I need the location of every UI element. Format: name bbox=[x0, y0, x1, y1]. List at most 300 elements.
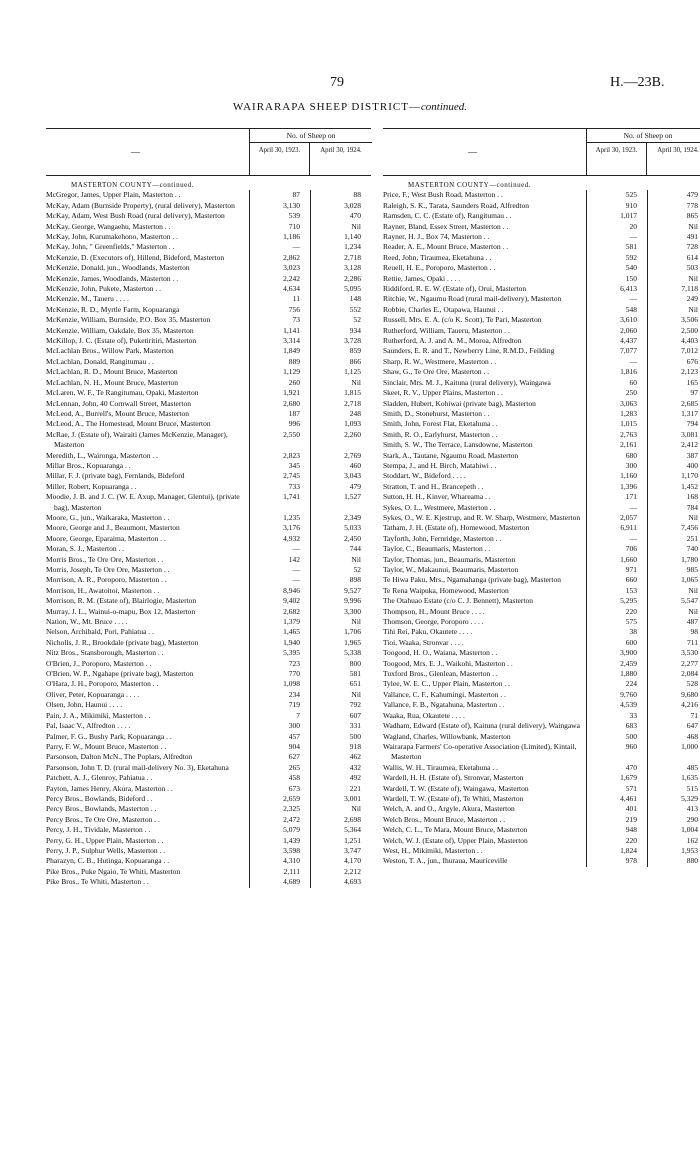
sheep-1923: 220 bbox=[625, 835, 637, 845]
sheep-1924: 2,698 bbox=[344, 814, 361, 824]
table-row bbox=[46, 409, 371, 419]
sheep-1924: 165 bbox=[686, 377, 698, 387]
owner-name: Nitz Bros., Stansborough, Masterton . . bbox=[46, 648, 164, 658]
sheep-1924: 1,125 bbox=[344, 367, 361, 377]
table-row bbox=[46, 242, 371, 252]
table-row bbox=[46, 482, 371, 492]
sheep-1924: Nil bbox=[351, 554, 361, 564]
sheep-1924: 607 bbox=[349, 710, 361, 720]
owner-name: Reuell, H. E., Poroporo, Masterton . . bbox=[383, 263, 496, 273]
table-row bbox=[46, 555, 371, 565]
owner-name: McKillop, J. C. (Estate of), Puketiritiri, Masterton bbox=[46, 336, 197, 346]
sheep-1923: — bbox=[629, 356, 637, 366]
table-row bbox=[46, 607, 371, 617]
table-row bbox=[383, 409, 700, 419]
table-row bbox=[46, 565, 371, 575]
sheep-1924: 1,251 bbox=[344, 835, 361, 845]
table-row bbox=[383, 388, 700, 398]
sheep-1924: 3,001 bbox=[344, 793, 361, 803]
sheep-1924: 9,680 bbox=[681, 689, 698, 699]
table-row bbox=[383, 596, 700, 606]
owner-name: Parry, F. W., Mount Bruce, Masterton . . bbox=[46, 741, 167, 751]
owner-name: Oliver, Peter, Kopuaranga . . . . bbox=[46, 689, 140, 699]
table-row bbox=[46, 222, 371, 232]
sheep-1924: 792 bbox=[349, 700, 361, 710]
table-row bbox=[46, 784, 371, 794]
owner-name: Wardell, T. W. (Estate of), Waingawa, Masterton bbox=[383, 783, 529, 793]
sheep-1924: 1,953 bbox=[681, 845, 698, 855]
sheep-1924: 2,084 bbox=[681, 669, 698, 679]
sheep-1924: 52 bbox=[353, 315, 361, 325]
owner-name: Moodie, J. B. and J. C. (W. E. Axup, Manager, Glentui), (private bag), Masterton bbox=[46, 492, 240, 512]
sheep-1924: 5,033 bbox=[344, 523, 361, 533]
owner-name: McLaren, W. F., Te Rangitumau, Opaki, Masterton bbox=[46, 388, 199, 398]
owner-name: Millar Bros., Kopuaranga . . bbox=[46, 460, 131, 470]
table-row bbox=[46, 513, 371, 523]
owner-name: McKenzie, James, Woodlands, Masterton . . bbox=[46, 273, 179, 283]
table-row bbox=[383, 856, 700, 866]
sheep-1924: 800 bbox=[349, 658, 361, 668]
sheep-1923: 457 bbox=[288, 731, 300, 741]
sheep-1924: 503 bbox=[686, 263, 698, 273]
sheep-1923: 1,439 bbox=[283, 835, 300, 845]
table-row bbox=[383, 513, 700, 523]
sheep-1924: 3,530 bbox=[681, 648, 698, 658]
table-row bbox=[383, 305, 700, 315]
sheep-1924: 2,450 bbox=[344, 533, 361, 543]
sheep-1923: — bbox=[292, 565, 300, 575]
owner-name: McLeod, A., Burrell's, Mount Bruce, Masterton bbox=[46, 408, 189, 418]
sheep-1923: — bbox=[629, 502, 637, 512]
owner-name: Toogood, Mrs. E. J., Waikohi, Masterton . . bbox=[383, 658, 513, 668]
owner-name: McLachlan, N. H., Mount Bruce, Masterton bbox=[46, 377, 179, 387]
sheep-1924: 1,452 bbox=[681, 481, 698, 491]
sheep-1923: 150 bbox=[625, 273, 637, 283]
table-row bbox=[383, 669, 700, 679]
table-row bbox=[383, 711, 700, 721]
right-table bbox=[383, 128, 700, 867]
table-row bbox=[383, 482, 700, 492]
owner-name: McKenzie, R. D., Myrtle Farm, Kopuaranga bbox=[46, 304, 180, 314]
sheep-1923: 4,461 bbox=[620, 793, 637, 803]
owner-name: Smith, D., Stonehurst, Masterton . . bbox=[383, 408, 490, 418]
table-row bbox=[46, 732, 371, 742]
sheep-1923: 2,682 bbox=[283, 606, 300, 616]
header-group-label: No. of Sheep on bbox=[587, 129, 700, 143]
sheep-1923: 2,325 bbox=[283, 804, 300, 814]
sheep-1924: 248 bbox=[349, 408, 361, 418]
sheep-1924: 1,170 bbox=[681, 471, 698, 481]
owner-name: Pain, J. A., Mikimiki, Masterton . . bbox=[46, 710, 151, 720]
table-row bbox=[383, 336, 700, 346]
sheep-1924: 1,065 bbox=[681, 575, 698, 585]
sheep-1923: 3,130 bbox=[283, 200, 300, 210]
table-row bbox=[46, 190, 371, 200]
sheep-1923: 20 bbox=[629, 221, 637, 231]
sheep-1924: 491 bbox=[686, 232, 698, 242]
owner-name: O'Hara, J. H., Poroporo, Masterton . . bbox=[46, 679, 159, 689]
left-table bbox=[46, 128, 371, 888]
table-row bbox=[46, 856, 371, 866]
sheep-1924: 400 bbox=[686, 460, 698, 470]
owner-name: Pike Bros., Te Whiti, Masterton . . bbox=[46, 877, 149, 887]
section-heading: MASTERTON COUNTY—continued. bbox=[408, 181, 532, 189]
owner-name: McKenzie, Donald, jun., Woodlands, Masterton bbox=[46, 263, 190, 273]
owner-name: Waaka, Rua, Okautete . . . . bbox=[383, 710, 465, 720]
sheep-1923: 540 bbox=[625, 263, 637, 273]
owner-name: Tayforth, John, Fernridge, Masterton . . bbox=[383, 533, 502, 543]
sheep-1923: 3,023 bbox=[283, 263, 300, 273]
sheep-1923: 1,660 bbox=[620, 554, 637, 564]
right-rows bbox=[383, 190, 700, 866]
owner-name: West, H., Mikimiki, Masterton . . bbox=[383, 845, 483, 855]
owner-name: Parsonson, John T. D. (rural mail-delivery No. 3), Eketahuna bbox=[46, 762, 229, 772]
table-row bbox=[383, 284, 700, 294]
table-row bbox=[46, 399, 371, 409]
sheep-1924: 4,216 bbox=[681, 700, 698, 710]
owner-name: Price, F., West Bush Road, Masterton . . bbox=[383, 190, 503, 200]
sheep-1923: 153 bbox=[625, 585, 637, 595]
table-row bbox=[383, 451, 700, 461]
owner-name: Pike Bros., Puke Ngaio, Te Whiti, Masterton bbox=[46, 866, 181, 876]
owner-name: Palmer, F. G., Bushy Park, Kopuaranga . . bbox=[46, 731, 172, 741]
left-rows bbox=[46, 190, 371, 887]
sheep-1923: 2,057 bbox=[620, 512, 637, 522]
sheep-1923: 3,900 bbox=[620, 648, 637, 658]
owner-name: Wallis, W. H., Tiraumea, Eketahuna . . bbox=[383, 762, 499, 772]
sheep-1923: 5,079 bbox=[283, 825, 300, 835]
sheep-1923: 1,465 bbox=[283, 627, 300, 637]
owner-name: Rutherford, William, Taueru, Masterton . . bbox=[383, 325, 510, 335]
page-number: 79 bbox=[330, 75, 344, 90]
table-row bbox=[46, 211, 371, 221]
sheep-1923: 38 bbox=[629, 627, 637, 637]
owner-name: Meredith, L., Waironga, Masterton . . bbox=[46, 450, 158, 460]
sheep-1923: 889 bbox=[288, 356, 300, 366]
owner-name: Moore, George and J., Beaumont, Masterton bbox=[46, 523, 180, 533]
sheep-1923: 3,610 bbox=[620, 315, 637, 325]
owner-name: Sharp, R. W., Westmere, Masterton . . bbox=[383, 356, 497, 366]
table-row bbox=[46, 773, 371, 783]
owner-name: Ritchie, W., Ngaumu Road (rural mail-delivery), Masterton bbox=[383, 294, 562, 304]
title-main: WAIRARAPA SHEEP DISTRICT— bbox=[232, 101, 421, 113]
sheep-1923: 706 bbox=[625, 544, 637, 554]
sheep-1924: 1,234 bbox=[344, 242, 361, 252]
table-row bbox=[46, 232, 371, 242]
sheep-1924: 97 bbox=[690, 388, 698, 398]
sheep-1924: 1,004 bbox=[681, 825, 698, 835]
sheep-1923: 2,459 bbox=[620, 658, 637, 668]
owner-name: O'Brien, J., Poroporo, Masterton . . bbox=[46, 658, 152, 668]
header-group bbox=[249, 129, 372, 175]
owner-name: McKay, Adam (Burnside Property), (rural delivery), Masterton bbox=[46, 200, 235, 210]
table-row bbox=[46, 596, 371, 606]
sheep-1924: 3,043 bbox=[344, 471, 361, 481]
table-row bbox=[383, 690, 700, 700]
table-row bbox=[46, 336, 371, 346]
owner-name: O'Brien, W. P., Ngahape (private bag), Masterton bbox=[46, 669, 194, 679]
owner-name: Murray, J. L., Wainui-o-mapu, Box 12, Masterton bbox=[46, 606, 196, 616]
table-row bbox=[383, 534, 700, 544]
sheep-1924: 460 bbox=[349, 460, 361, 470]
owner-name: Perry, G. H., Upper Plain, Masterton . . bbox=[46, 835, 164, 845]
table-row bbox=[383, 357, 700, 367]
sheep-1924: 3,128 bbox=[344, 263, 361, 273]
sheep-1924: 2,718 bbox=[344, 252, 361, 262]
table-row bbox=[383, 804, 700, 814]
sheep-1924: 740 bbox=[686, 544, 698, 554]
sheep-1923: 300 bbox=[288, 721, 300, 731]
table-row bbox=[46, 825, 371, 835]
sheep-1923: 680 bbox=[625, 450, 637, 460]
table-row bbox=[383, 617, 700, 627]
owner-name: McKenzie, D. (Executors of), Hillend, Bideford, Masterton bbox=[46, 252, 225, 262]
owner-name: Pharazyn, C. B., Hutinga, Kopuaranga . . bbox=[46, 856, 170, 866]
sheep-1923: 345 bbox=[288, 460, 300, 470]
sheep-1923: 571 bbox=[625, 783, 637, 793]
sheep-1924: 52 bbox=[353, 565, 361, 575]
table-row bbox=[46, 763, 371, 773]
sheep-1923: 1,849 bbox=[283, 346, 300, 356]
owner-name: Wadham, Edward (Estate of), Kaituna (rural delivery), Waingawa bbox=[383, 721, 580, 731]
sheep-1924: 3,081 bbox=[681, 429, 698, 439]
table-row bbox=[383, 471, 700, 481]
owner-name: McGregor, James, Upper Plain, Masterton . . bbox=[46, 190, 181, 200]
owner-name: Taylor, W., Makaunui, Beaumaris, Masterton bbox=[383, 565, 519, 575]
sheep-1923: 1,880 bbox=[620, 669, 637, 679]
table-row bbox=[46, 419, 371, 429]
title-continued: continued. bbox=[420, 101, 468, 113]
sheep-1924: Nil bbox=[351, 221, 361, 231]
table-row bbox=[46, 752, 371, 762]
owner-name: Moran, S. J., Masterton . . bbox=[46, 544, 125, 554]
sheep-1924: Nil bbox=[688, 221, 698, 231]
owner-name: Weston, T. A., jun., Ihuraua, Mauriceville bbox=[383, 856, 508, 866]
sheep-1923: — bbox=[629, 232, 637, 242]
owner-name: McKenzie, M., Taueru . . . . bbox=[46, 294, 129, 304]
sheep-1923: 1,186 bbox=[283, 232, 300, 242]
owner-name: Smith, R. O., Earlyhurst, Masterton . . bbox=[383, 429, 498, 439]
sheep-1923: 87 bbox=[292, 190, 300, 200]
sheep-1924: 552 bbox=[349, 304, 361, 314]
table-row bbox=[46, 700, 371, 710]
table-row bbox=[46, 679, 371, 689]
table-row bbox=[46, 742, 371, 752]
table-row bbox=[46, 201, 371, 211]
sheep-1923: 3,598 bbox=[283, 845, 300, 855]
table-row bbox=[383, 627, 700, 637]
table-row bbox=[46, 804, 371, 814]
sheep-1924: 479 bbox=[349, 481, 361, 491]
sheep-1923: 4,932 bbox=[283, 533, 300, 543]
table-row bbox=[46, 284, 371, 294]
sheep-1924: 934 bbox=[349, 325, 361, 335]
owner-name: Nicholls, J. R., Brookdale (private bag), Masterton bbox=[46, 637, 199, 647]
sheep-1924: 5,338 bbox=[344, 648, 361, 658]
sheep-1924: 711 bbox=[687, 637, 698, 647]
sheep-1924: Nil bbox=[688, 304, 698, 314]
sheep-1923: 1,816 bbox=[620, 367, 637, 377]
sheep-1924: 4,170 bbox=[344, 856, 361, 866]
owner-name: Stempa, J., and H. Birch, Matahiwi . . bbox=[383, 460, 497, 470]
table-row bbox=[383, 315, 700, 325]
sheep-1923: 260 bbox=[288, 377, 300, 387]
sheep-1924: 479 bbox=[686, 190, 698, 200]
sheep-1923: — bbox=[629, 533, 637, 543]
sheep-1923: 2,823 bbox=[283, 450, 300, 460]
owner-name: Rutherford, A. J. and A. M., Moroa, Alfredton bbox=[383, 336, 522, 346]
owner-name: Percy Bros., Bowlands, Bideford . . bbox=[46, 793, 153, 803]
sheep-1923: 2,763 bbox=[620, 429, 637, 439]
owner-name: McKay, John, " Greenfields," Masterton . . bbox=[46, 242, 175, 252]
sheep-1924: Nil bbox=[688, 512, 698, 522]
sheep-1924: 1,093 bbox=[344, 419, 361, 429]
sheep-1924: 2,718 bbox=[344, 398, 361, 408]
sheep-1923: 723 bbox=[288, 658, 300, 668]
sheep-1923: 73 bbox=[292, 315, 300, 325]
table-row bbox=[383, 461, 700, 471]
sheep-1923: 1,141 bbox=[283, 325, 300, 335]
sheep-1923: 2,745 bbox=[283, 471, 300, 481]
table-row bbox=[383, 274, 700, 284]
owner-name: Wardell, T. W. (Estate of), Te Whiti, Masterton bbox=[383, 793, 524, 803]
owner-name: McRae, J. (Estate of), Wairaiti (James McKenzie, Manager), Masterton bbox=[46, 429, 228, 450]
sheep-1924: 7,118 bbox=[681, 284, 698, 294]
owner-name: Perry, J. P., Sulphur Wells, Masterton . . bbox=[46, 845, 166, 855]
owner-name: Sykes, O., W. E. Kjestrup, and R. W. Sharp, Westmere, Masterton bbox=[383, 512, 581, 522]
sheep-1924: 413 bbox=[686, 804, 698, 814]
sheep-1923: 224 bbox=[625, 679, 637, 689]
owner-name: Thompson, H., Mount Bruce . . . . bbox=[383, 606, 485, 616]
table-row bbox=[46, 721, 371, 731]
sheep-1923: 904 bbox=[288, 741, 300, 751]
table-row bbox=[46, 659, 371, 669]
sheep-1924: 1,527 bbox=[344, 492, 361, 502]
sheep-1923: 2,680 bbox=[283, 398, 300, 408]
header-year-1924: April 30, 1924. bbox=[657, 147, 699, 154]
sheep-1923: 3,314 bbox=[283, 336, 300, 346]
table-row bbox=[46, 877, 371, 887]
sheep-1923: 250 bbox=[625, 388, 637, 398]
owner-name: Rayner, H. J., Box 74, Masterton . . bbox=[383, 232, 490, 242]
sheep-1923: 500 bbox=[625, 731, 637, 741]
sheep-1924: 221 bbox=[349, 783, 361, 793]
owner-name: Tuxford Bros., Glenlean, Masterton . . bbox=[383, 669, 498, 679]
owner-name: Raleigh, S. K., Tarata, Saunders Road, Alfredton bbox=[383, 200, 529, 210]
sheep-1923: 4,437 bbox=[620, 336, 637, 346]
sheep-1924: Nil bbox=[688, 606, 698, 616]
sheep-1923: 234 bbox=[288, 689, 300, 699]
owner-name: Smith, John, Forest Flat, Eketahuna . . bbox=[383, 419, 498, 429]
sheep-1923: 548 bbox=[625, 304, 637, 314]
sheep-1923: 220 bbox=[625, 606, 637, 616]
sheep-1924: 2,500 bbox=[681, 325, 698, 335]
table-row bbox=[46, 648, 371, 658]
owner-name: Stark, A., Tautane, Ngaumu Road, Masterton bbox=[383, 450, 519, 460]
sheep-1924: 1,706 bbox=[344, 627, 361, 637]
owner-name: Skeet, R. V., Upper Plains, Masterton . . bbox=[383, 388, 503, 398]
sheep-1924: 500 bbox=[349, 731, 361, 741]
header-year-1923: April 30, 1923. bbox=[250, 143, 310, 175]
sheep-1924: 728 bbox=[686, 242, 698, 252]
sheep-1924: 168 bbox=[686, 492, 698, 502]
sheep-1924: Nil bbox=[351, 377, 361, 387]
owner-name: Stratton, T. and H., Brancepeth . . bbox=[383, 481, 484, 491]
owner-name: Rayner, Bland, Essex Street, Masterton . . bbox=[383, 221, 509, 231]
sheep-1924: 1,000 bbox=[681, 741, 698, 751]
sheep-1924: 651 bbox=[349, 679, 361, 689]
sheep-1923: 5,395 bbox=[283, 648, 300, 658]
table-row bbox=[383, 399, 700, 409]
sheep-1924: 470 bbox=[349, 211, 361, 221]
owner-name: Sutton, H. H., Kinver, Whareama . . bbox=[383, 492, 491, 502]
owner-name: Te Hiwa Paku, Mrs., Ngamahanga (private bag), Masterton bbox=[383, 575, 561, 585]
sheep-1924: Nil bbox=[351, 804, 361, 814]
sheep-1923: 2,550 bbox=[283, 429, 300, 439]
sheep-1924: 5,095 bbox=[344, 284, 361, 294]
sheep-1924: 5,329 bbox=[681, 793, 698, 803]
sheep-1923: 2,472 bbox=[283, 814, 300, 824]
table-row bbox=[46, 471, 371, 481]
table-row bbox=[383, 679, 700, 689]
sheep-1924: 487 bbox=[686, 617, 698, 627]
sheep-1923: 6,911 bbox=[620, 523, 637, 533]
table-header bbox=[383, 128, 700, 176]
sheep-1923: 11 bbox=[292, 294, 300, 304]
table-row bbox=[383, 659, 700, 669]
table-row bbox=[46, 461, 371, 471]
sheep-1924: 5,364 bbox=[344, 825, 361, 835]
table-row bbox=[383, 294, 700, 304]
sheep-1923: 5,295 bbox=[620, 596, 637, 606]
table-row bbox=[46, 326, 371, 336]
owner-name: Millar, F. J. (private bag), Fernlands, Bideford bbox=[46, 471, 185, 481]
sheep-1923: 8,946 bbox=[283, 585, 300, 595]
owner-name: Morris Bros., Te Ore Ore, Masterton . . bbox=[46, 554, 164, 564]
sheep-1923: 60 bbox=[629, 377, 637, 387]
owner-name: Welch, W. J. (Estate of), Upper Plain, Masterton bbox=[383, 835, 528, 845]
sheep-1923: 4,689 bbox=[283, 877, 300, 887]
section-heading: MASTERTON COUNTY—continued. bbox=[71, 181, 195, 189]
sheep-1924: 880 bbox=[686, 856, 698, 866]
sheep-1923: 2,862 bbox=[283, 252, 300, 262]
sheep-1924: 2,685 bbox=[681, 398, 698, 408]
sheep-1924: 2,349 bbox=[344, 512, 361, 522]
table-row bbox=[46, 378, 371, 388]
sheep-1923: 142 bbox=[288, 554, 300, 564]
sheep-1924: 3,300 bbox=[344, 606, 361, 616]
owner-name: Percy Bros., Te Ore Ore, Masterton . . bbox=[46, 814, 160, 824]
sheep-1924: 2,277 bbox=[681, 658, 698, 668]
table-row bbox=[46, 274, 371, 284]
sheep-1924: 865 bbox=[686, 211, 698, 221]
table-row bbox=[46, 367, 371, 377]
sheep-1924: 2,286 bbox=[344, 273, 361, 283]
sheep-1924: 866 bbox=[349, 356, 361, 366]
table-row bbox=[46, 451, 371, 461]
table-row bbox=[383, 575, 700, 585]
sheep-1923: 1,379 bbox=[283, 617, 300, 627]
table-row bbox=[383, 263, 700, 273]
owner-name: Percy Bros., Bowlands, Masterton . . bbox=[46, 804, 157, 814]
sheep-1923: 581 bbox=[625, 242, 637, 252]
sheep-1924: 1,317 bbox=[681, 408, 698, 418]
owner-name: McKenzie, John, Pukete, Masterton . . bbox=[46, 284, 161, 294]
sheep-1923: 1,283 bbox=[620, 408, 637, 418]
sheep-1923: 470 bbox=[625, 762, 637, 772]
sheep-1924: 9,527 bbox=[344, 585, 361, 595]
header-group bbox=[586, 129, 700, 175]
